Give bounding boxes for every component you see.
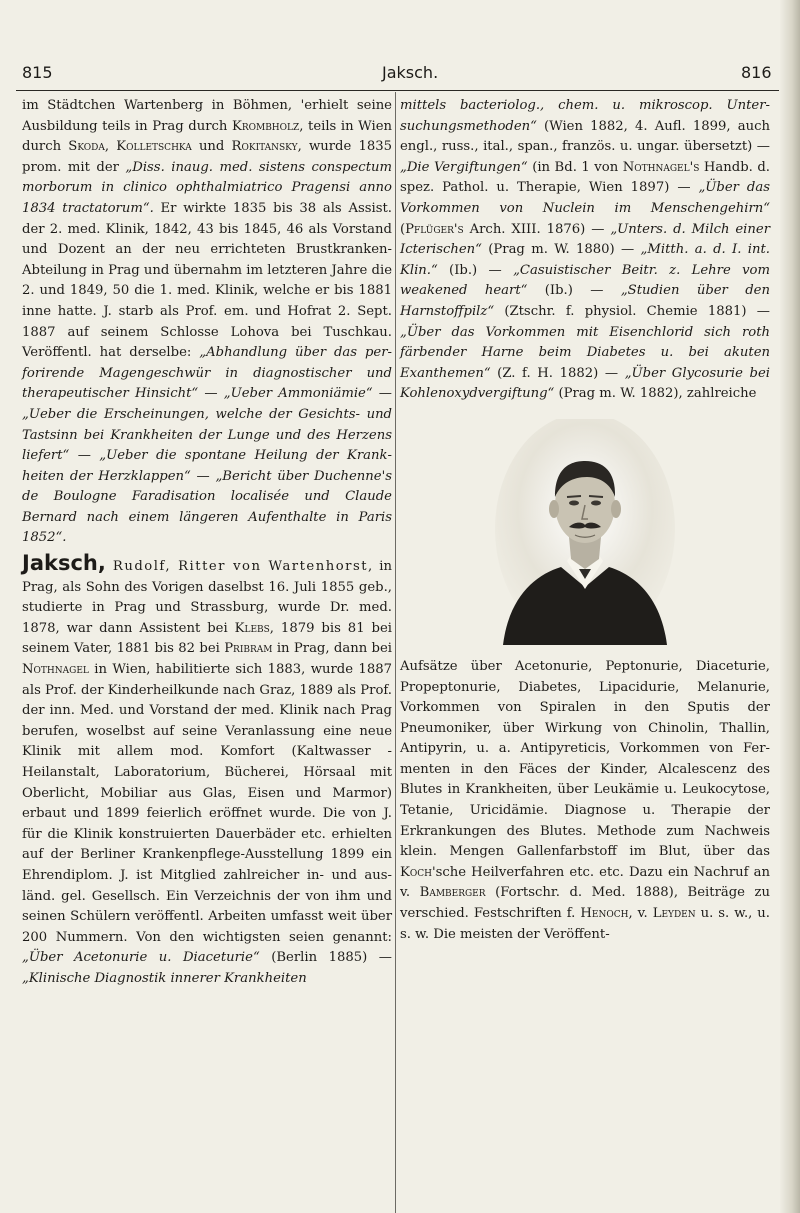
work-title: „Unters. d. Milch einer Icterischen“ [400,221,770,258]
text-run: in Prag, dann bei [272,641,392,657]
text-run: (Prag m. W. 1882), zahlreiche [554,386,757,402]
entry-jaksch-rudolf-publications [400,657,770,945]
running-head: Jaksch. [382,63,439,82]
text-run: (Prag m. W. 1880) — [481,242,641,258]
work-title: „Casuistischer Beitr. z. Lehre vom weakened heart“ [400,262,771,299]
text-run: (Wien 1882, 4. Aufl. 1899, auch engl., russ., ital., span., französ. u. ungar. übersetzt) — [400,118,770,155]
work-title: „Klinische Diagnostik innerer Krankheiten [22,970,307,986]
text-run: Er wirkte 1835 bis 38 als Assist. der 2. med. Klinik, 1842, 43 bis 1845, 46 als Vorstand und Dozent an der neu errichteten Brustkranken-Abteilung in Prag und übernahm im letzteren Jahre die 2. und 1849, 50 die 1. med. Klinik, welche er bis 1881 inne hatte. J. starb als Prof. em. und Hofrat 2. Sept. 1887 auf seinem Schlosse Lohova bei Tuschkau. Veröffentl. hat derselbe: [22,200,392,361]
right-column [400,96,770,945]
text-run: , 1879 bis 81 bei seinem Vater, 1881 bis 82 bei [22,620,392,657]
text-run: in Wien, habilitierte sich 1883, wurde 1887 als Prof. der Kinderheilkunde nach Graz, 1889 als Prof. der inn. Med. und Vorstand der med. Klinik nach Prag berufen, woselbst auf seine Veranlassung eine neue Klinik mit allem mod. Komfort (Kaltwasser - Heilanstalt, Laboratorium, Bücherei, Hörsaal mit Oberlicht, Mobiliar aus Glas, Eisen und Marmor) erbaut und 1899 feierlich eröffnet wurde. Die von J. für die Klinik konstruierten Dauerbäder etc. erhielten auf der Berliner Krankenpflege-Ausstellung 1899 ein Ehrendiplom. J. ist Mitglied zahlreicher in- und ausländ. gel. Gesellsch. Ein Verzeichnis der von ihm und seinen Schülern veröffentl. Arbeiten umfasst weit über 200 Nummern. Von den wichtigsten seien genannt: [22,662,392,945]
page-header [0,0,800,92]
person-name: Skoda [68,139,105,155]
text-run: Arch. XIII. 1876) — [463,221,611,237]
text-run: ( [400,221,406,237]
right-page-number: 816 [741,63,772,82]
text-run: (Z. f. H. 1882) — [490,365,625,381]
person-name: Pflüger's [405,221,464,237]
text-run: in Prag, als Sohn des Vorigen daselbst 16. Juli 1855 geb., studierte in Prag und Strassburg, wurde Dr. med. 1878, war dann Assistent bei [22,559,392,636]
left-column [22,96,392,990]
entry-headword: Jaksch, [22,551,106,576]
person-name: Koch [400,864,432,880]
text-run: 'sche Heilverfahren etc. etc. Dazu ein Nachruf an v. [400,864,770,901]
text-run: u. s. w., u. s. w. Die meisten der Veröffent- [400,906,770,942]
column-divider [395,92,396,1213]
work-title: „Über das Vorkommen von Nuclein im Menschengehirn“ [400,180,770,216]
person-name: Bamberger [419,885,486,901]
entry-full-name: Rudolf, Ritter von Wartenhorst, [105,559,374,575]
person-name: Nothnagel's [622,159,700,175]
work-titles: „Abhandlung über das perforirende Magengeschwür in diagnostischer und therapeutischer Hinsicht“ — „Ueber Ammoniämie“ — „Ueber die Erscheinungen, welche der Gesichts- und Tastsinn bei Krankheiten der Lunge und des Herzens liefert“ — „Ueber die spontane Heilung der Krankheiten der Herzklappen“ — „Bericht über Duchenne's de Boulogne Faradisation localisée und Claude Bernard nach einem längeren Aufenthalte in Paris 1852“. [22,345,392,546]
page-edge [780,0,800,1213]
text-run: , [104,139,117,155]
text-run: Handb. d. spez. Pathol. u. Therapie, Wien 1897) — [400,159,770,196]
person-name: Klebs [234,620,270,636]
entry-jaksch-rudolf [22,553,392,989]
text-run: , teils in Wien durch [22,118,393,155]
text-run: (Berlin 1885) — [259,950,392,966]
text-run: im Städtchen Wartenberg in Böhmen, 'erhielt seine Ausbildung teils in Prag durch [22,98,392,134]
text-run: , wurde 1835 prom. mit der [22,139,392,175]
text-run: (Fortschr. d. Med. 1888), Beiträge zu verschied. Festschriften f. [400,885,770,922]
text-run: und [191,139,232,155]
work-title: „Diss. inaug. med. sistens conspectum morborum in clinico ophthalmiatrico Pragensi anno 1834 tractatorum“. [22,159,392,216]
work-title: „Die Vergiftungen“ [400,159,528,175]
entry-jaksch-anton-continued [22,96,392,549]
work-title: mittels bacteriolog., chem. u. mikroscop. Untersuchungsmethoden“ [400,98,770,134]
text-run: (Ib.) — [527,283,621,299]
person-name: Nothnagel [22,662,89,678]
work-title: „Studien über den Harnstoffpilz“ [400,283,770,319]
work-title: „Über das Vorkommen mit Eisenchlorid sich roth färbender Harne beim Diabetes u. bei akuten Exanthemen“ [400,324,770,381]
person-name: Kolletschka [116,139,192,155]
header-rule [16,90,779,91]
person-name: Leyden [652,906,696,922]
text-run: , v. [628,906,653,922]
text-run: (Ib.) — [437,262,514,278]
text-run: (in Bd. 1 von [527,159,623,175]
entry-jaksch-rudolf-continued [400,96,770,405]
work-title: „Über Acetonurie u. Diaceturie“ [22,950,260,966]
portrait-photo [495,419,675,645]
person-name: Henoch [580,906,629,922]
text-run: Aufsätze über Acetonurie, Peptonurie, Diaceturie, Propeptonurie, Diabetes, Lipacidurie, Melanurie, Vorkommen von Spiralen in den Sputis der Pneumoniker, über Wirkung von Chinolin, Thallin, Antipyrin, u. a. Antipyreticis, Vorkommen von Fermenten in den Fäces der Kinder, Alcalescenz des Blutes in Krankheiten, über Leukämie u. Leukocytose, Tetanie, Uricidämie. Diagnose u. Therapie der Erkrankungen des Blutes. Methode zum Nachweis klein. Mengen Gallenfarbstoff im Blut, über das [400,658,770,860]
work-title: „Über Glycosurie bei Kohlenoxydvergiftung“ [400,365,771,402]
person-name: Rokitansky [231,139,298,155]
person-name: Pribram [224,641,273,657]
left-page-number: 815 [22,63,53,82]
person-name: Krombholz [231,118,300,134]
work-title: „Mitth. a. d. I. int. Klin.“ [400,242,770,278]
text-run: (Ztschr. f. physiol. Chemie 1881) — [494,303,770,319]
